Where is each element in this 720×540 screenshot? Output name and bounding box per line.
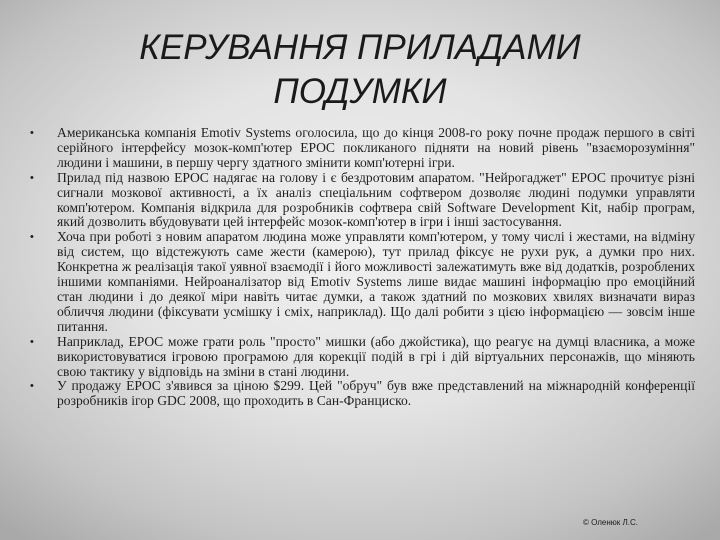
bullet-text: Наприклад, EPOC може грати роль "просто" мишки (або джойстика), що реагує на думці власника, а може використовуватися ігровою програмою для корекції подій в грі і дій віртуальних персонажів, що міняють свою тактику у відповідь на зміни в стані людини. [57, 333, 695, 379]
bullet-icon: • [30, 231, 34, 244]
author-credit: © Оленюк Л.С. [583, 518, 638, 527]
slide-title [60, 26, 660, 114]
bullet-item [30, 126, 695, 171]
bullet-icon: • [30, 171, 34, 184]
bullet-item [30, 171, 695, 231]
bullet-icon: • [30, 335, 34, 348]
bullet-text: Прилад під назвою EPOC надягає на голову і є бездротовим апаратом. "Нейрогаджет" EPOC прочитує різні сигнали мозкової активності, а їх аналіз спеціальним софтвером дозволяє людині подумки управляти комп'ютером. Компанія відкрила для розробників софтвера свій Software Development Kit, набір програм, який дозволить вбудовувати цей інтерфейс мозок-комп'ютер в ігри і інші застосування. [57, 169, 695, 230]
bullet-text: Хоча при роботі з новим апаратом людина може управляти комп'ютером, у тому числі і жестами, на відміну від систем, що відстежують саме жести (камерою), тут прилад фіксує не рухи рук, а думки про них. Конкретна ж реалізація такої уявної взаємодії і його можливості залежатимуть вже від додатків, розроблених іншими компаніями. Нейроаналізатор від Emotiv Systems лише видає машині інформацію про емоційний стан людини і до деякої міри навіть читає думки, а також здатний по мозкових хвилях визначати вираз обличчя людини (фіксувати усмішку і сміх, наприклад). Що далі робити з цією інформацією — зовсім інше питання. [57, 229, 695, 334]
bullet-list [30, 126, 695, 409]
bullet-icon: • [30, 380, 34, 393]
bullet-item [30, 379, 695, 409]
bullet-text: У продажу EPOC з'явився за ціною $299. Цей "обруч" був вже представлений на міжнародній конференції розробників ігор GDC 2008, що проходить в Сан-Франциско. [57, 378, 695, 409]
bullet-icon: • [30, 127, 34, 139]
slide-title-line-1: КЕРУВАННЯ ПРИЛАДАМИ [139, 28, 581, 67]
bullet-item [30, 335, 695, 380]
bullet-item [30, 230, 695, 334]
bullet-text: Американська компанія Emotiv Systems оголосила, що до кінця 2008-го року почне продаж першого в світі серійного інтерфейсу мозок-комп'ютер EPOC покликаного підняти на новий рівень "взаєморозуміння" людини і машини, в першу чергу здатного змінити комп'ютерні ігри. [57, 125, 695, 170]
slide-title-line-2: ПОДУМКИ [273, 72, 447, 111]
